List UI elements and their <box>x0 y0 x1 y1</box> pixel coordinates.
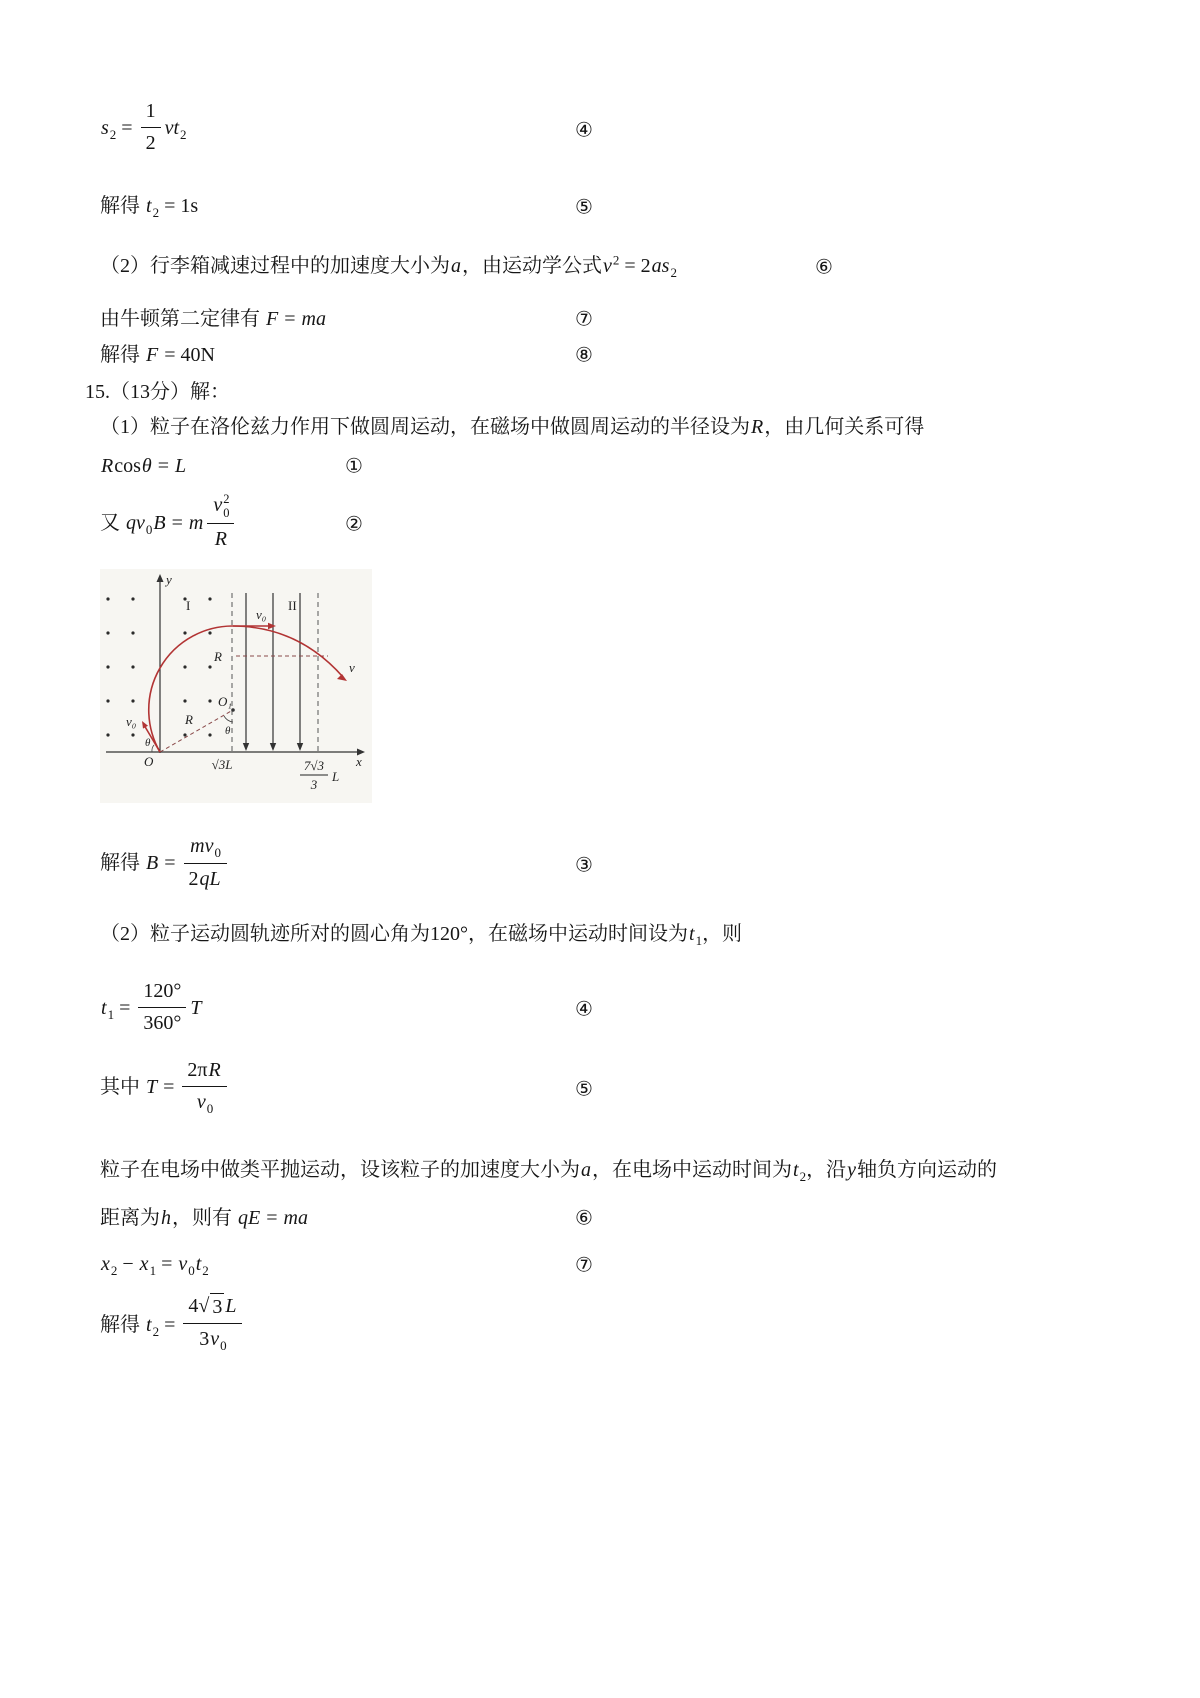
text-run: = <box>261 1206 283 1229</box>
math-variable: qE <box>238 1206 261 1229</box>
superscript: 2 <box>612 252 620 268</box>
sub-sup-stack <box>223 492 229 521</box>
subscript: 2 <box>110 1262 118 1278</box>
equation-line <box>100 980 1110 1039</box>
math-variable: v <box>196 1090 206 1113</box>
equation-line <box>100 453 1110 480</box>
text-run: 1 <box>145 100 156 122</box>
equation-line <box>100 100 1110 159</box>
subscript: 0 <box>145 521 153 537</box>
heading-text <box>85 381 230 403</box>
text-run: ，则有 <box>172 1206 237 1229</box>
text-run: 粒子在电场中做类平抛运动，设该粒子的加速度大小为 <box>100 1159 580 1182</box>
text-run: = <box>116 117 138 140</box>
text-run: 解得 <box>100 852 145 875</box>
text-run: 解得 <box>100 343 145 366</box>
fraction-denominator <box>207 524 234 553</box>
fraction-denominator <box>184 864 227 893</box>
text-run: 4 <box>188 1295 199 1318</box>
text-line <box>100 252 1110 282</box>
formula <box>100 923 743 949</box>
text-run: ，由几何关系可得 <box>764 415 925 438</box>
x-axis-label: x <box>356 753 362 769</box>
math-fraction <box>183 1293 242 1355</box>
y-axis-label: y <box>166 571 172 587</box>
equation-line <box>100 491 1110 555</box>
math-variable: a <box>581 1159 591 1182</box>
equation-line <box>100 835 1110 896</box>
math-variable: qL <box>199 868 221 891</box>
text-run: = 40N <box>159 343 215 366</box>
subscript: 0 <box>214 844 221 860</box>
section-heading <box>85 379 1110 406</box>
text-line <box>100 1157 1110 1186</box>
math-variable: t <box>101 996 107 1019</box>
text-run: 距离为 <box>100 1206 160 1229</box>
formula <box>100 100 187 154</box>
text-run: cos <box>114 454 141 477</box>
math-variable: ma <box>301 307 326 330</box>
subscript: 0 <box>223 506 230 521</box>
subscript: 0 <box>188 1262 195 1278</box>
text-run: = 2 <box>619 255 651 278</box>
fraction-numerator <box>138 978 186 1008</box>
fraction-denominator <box>183 1324 242 1355</box>
text-run: 轴负方向运动的 <box>856 1159 997 1182</box>
text-line <box>100 414 1110 441</box>
text-run: = <box>159 1313 181 1336</box>
formula <box>100 195 199 220</box>
subscript: 2 <box>670 265 677 281</box>
math-variable: F <box>266 307 279 330</box>
formula <box>100 1159 997 1185</box>
math-variable: v <box>210 1328 220 1351</box>
document-page <box>85 100 1110 1357</box>
text-run: 2 <box>145 132 156 154</box>
formula <box>100 344 215 366</box>
math-variable: t <box>146 195 152 217</box>
fraction-numerator <box>141 98 161 128</box>
formula <box>100 308 327 330</box>
equation-number: ⑥ <box>575 1205 593 1230</box>
math-variable: B <box>146 852 159 875</box>
math-variable: L <box>225 1295 237 1318</box>
text-run: 又 <box>100 511 125 534</box>
equation-line <box>100 1059 1110 1120</box>
equation-number: ⑥ <box>815 254 833 279</box>
subscript: 1 <box>149 1262 157 1278</box>
fraction-numerator <box>207 492 234 524</box>
subscript: 2 <box>180 127 187 143</box>
math-variable: vt <box>164 117 180 140</box>
square-root <box>198 1293 224 1321</box>
fraction-denominator <box>182 1087 226 1118</box>
math-variable: T <box>190 996 202 1019</box>
formula <box>100 979 202 1034</box>
diagram-background <box>100 569 372 803</box>
math-variable: v <box>603 255 612 278</box>
formula <box>100 1252 209 1278</box>
final-velocity-label: v <box>349 659 355 675</box>
formula <box>100 834 230 891</box>
subscript: 2 <box>109 127 117 143</box>
text-run: = <box>158 1076 180 1099</box>
math-fraction <box>138 978 186 1037</box>
fraction-numerator <box>183 1293 242 1324</box>
region-1-label: I <box>186 597 191 613</box>
text-run: = <box>279 307 301 330</box>
radical-sign: √ <box>198 1295 210 1318</box>
math-variable: θ <box>141 454 152 477</box>
superscript: 2 <box>223 491 230 506</box>
fraction-numerator <box>182 1057 226 1087</box>
math-fraction <box>207 492 234 553</box>
equation-line <box>100 1295 1110 1357</box>
text-run: 解得 <box>100 1313 145 1336</box>
equation-number: ⑦ <box>575 1252 593 1277</box>
math-variable: a <box>451 255 461 278</box>
region-2-label: II <box>288 597 297 613</box>
equation-number: ⑤ <box>575 1076 593 1101</box>
theta-origin-label: θ <box>145 736 151 749</box>
text-run: （2）行李箱减速过程中的加速度大小为 <box>100 255 450 278</box>
trajectory-figure <box>100 569 1110 803</box>
origin-label: O <box>144 753 154 769</box>
math-variable: T <box>146 1076 158 1099</box>
circle-center-label: O₁ <box>218 693 232 709</box>
text-run: ，沿 <box>806 1159 847 1182</box>
math-variable: as <box>651 255 670 278</box>
subscript: 0 <box>206 1100 214 1116</box>
formula <box>100 1295 245 1354</box>
math-variable: s <box>101 117 109 140</box>
text-run: = <box>166 511 188 534</box>
math-variable: mv <box>190 834 214 857</box>
text-run: ，则 <box>702 923 743 946</box>
equation-number: ① <box>345 453 363 478</box>
equation-line <box>100 193 1110 222</box>
formula <box>100 455 187 477</box>
math-variable: m <box>188 511 204 534</box>
equation-line <box>100 1251 1110 1280</box>
formula <box>100 416 924 438</box>
math-variable: t <box>793 1159 799 1182</box>
math-variable: qv <box>126 511 145 534</box>
math-variable: ma <box>283 1206 308 1229</box>
subscript: 2 <box>799 1169 807 1185</box>
theta-center-label: θ <box>225 724 231 737</box>
math-variable: F <box>146 343 159 366</box>
math-variable: R <box>101 454 114 477</box>
text-run: = <box>159 852 181 875</box>
equation-line <box>100 306 1110 333</box>
text-run: 解得 <box>100 195 145 217</box>
initial-velocity-top-label: v₀ <box>256 606 267 622</box>
x2-tick-numerator: 7√3 <box>303 757 325 773</box>
fraction-numerator <box>184 833 227 865</box>
equation-number: ⑧ <box>575 342 593 367</box>
math-variable: R <box>214 527 228 550</box>
math-variable: y <box>847 1159 856 1182</box>
fraction-denominator <box>141 128 161 157</box>
x2-tick-unit: L <box>332 768 340 784</box>
text-run: 360° <box>143 1011 182 1034</box>
math-variable: v <box>213 493 223 516</box>
equation-number: ⑤ <box>575 194 593 219</box>
math-variable: t <box>689 923 695 946</box>
math-variable: t <box>195 1252 202 1275</box>
math-variable: x <box>139 1252 149 1275</box>
subscript: 2 <box>152 1323 160 1339</box>
text-run: = <box>152 454 174 477</box>
x1-tick-label: √3L <box>211 756 233 772</box>
math-variable: L <box>175 454 187 477</box>
subscript: 1 <box>107 1006 115 1022</box>
radicand: 3 <box>210 1293 224 1321</box>
subscript: 1 <box>695 933 703 949</box>
equation-number: ⑦ <box>575 306 593 331</box>
text-run: = <box>156 1252 178 1275</box>
text-run: 15.（13分）解： <box>85 380 230 403</box>
math-variable: R <box>208 1058 221 1081</box>
text-run: 2 <box>188 868 199 891</box>
text-line <box>100 921 1110 950</box>
math-fraction <box>182 1057 226 1118</box>
subscript: 0 <box>220 1338 227 1354</box>
equation-number: ③ <box>575 852 593 877</box>
fraction-denominator <box>138 1008 186 1037</box>
formula <box>100 1207 309 1229</box>
equation-number: ④ <box>575 117 593 141</box>
initial-velocity-start-label: v₀ <box>126 713 137 729</box>
math-variable: x <box>101 1252 110 1275</box>
text-run: 其中 <box>100 1076 145 1099</box>
math-fraction <box>184 833 227 894</box>
text-run: （1）粒子在洛伦兹力作用下做圆周运动，在磁场中做圆周运动的半径设为 <box>100 415 750 438</box>
text-run: 120° <box>143 979 182 1002</box>
text-run: 由牛顿第二定律有 <box>100 307 265 330</box>
math-fraction <box>141 98 161 157</box>
text-run: ，在电场中运动时间为 <box>592 1159 792 1182</box>
text-run: = <box>114 996 136 1019</box>
equation-number: ④ <box>575 996 593 1021</box>
text-run: ，由运动学公式 <box>462 255 602 278</box>
text-run: − <box>117 1252 139 1275</box>
physics-diagram <box>100 569 372 803</box>
math-variable: B <box>153 511 166 534</box>
math-variable: h <box>161 1206 171 1229</box>
equation-number: ② <box>345 511 363 536</box>
text-run: 2π <box>187 1058 208 1081</box>
text-run: （2）粒子运动圆轨迹所对的圆心角为120°，在磁场中运动时间设为 <box>100 923 688 946</box>
equation-line <box>100 342 1110 369</box>
radius-label: R <box>185 711 193 727</box>
subscript: 2 <box>202 1262 209 1278</box>
subscript: 2 <box>152 205 160 220</box>
formula <box>100 252 677 281</box>
radius-vertical-label: R <box>214 648 222 664</box>
math-variable: v <box>178 1252 188 1275</box>
math-variable: R <box>751 415 764 438</box>
x2-tick-denominator: 3 <box>310 776 318 792</box>
math-variable: t <box>146 1313 152 1336</box>
text-line <box>100 1205 1110 1232</box>
formula <box>100 491 237 550</box>
text-run: 3 <box>199 1328 210 1351</box>
text-run: = 1s <box>159 195 199 217</box>
